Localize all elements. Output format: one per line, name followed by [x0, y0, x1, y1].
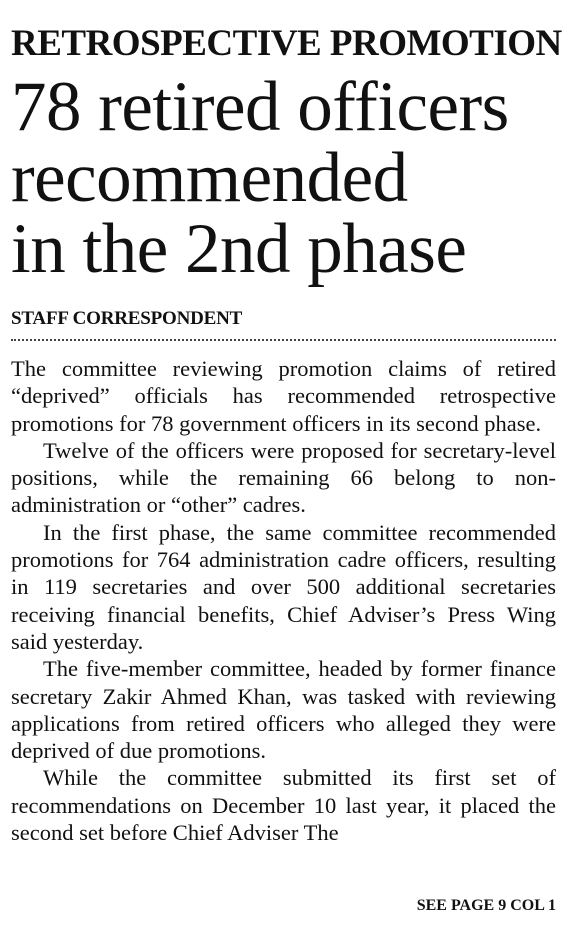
paragraph-3: In the first phase, the same committee recommended promotions for 764 administration cadre officers, resulting in 119 secretaries and over 500 additional secretaries receiving financial benefits, Chief Adviser’s Press Wing said yesterday. [11, 519, 556, 654]
dotted-divider [11, 339, 556, 341]
headline [11, 68, 556, 288]
continuation-link[interactable]: SEE PAGE 9 COL 1 [416, 897, 556, 914]
headline-line-2: recommended [11, 139, 408, 217]
headline-line-3: in the 2nd phase [11, 210, 467, 288]
paragraph-5: While the committee submitted its first set of recommendations on December 10 last year, it placed the second set before Chief Adviser The [11, 765, 556, 846]
kicker: RETROSPECTIVE PROMOTION [11, 23, 562, 64]
headline-line-1: 78 retired officers [11, 68, 509, 146]
paragraph-4: The five-member committee, headed by former finance secretary Zakir Ahmed Khan, was tasked with reviewing applications from retired officers who alleged they were deprived of due promotions. [11, 656, 556, 764]
paragraph-2: Twelve of the officers were proposed for secretary-level positions, while the remaining 66 belong to non-administration or “other” cadres. [11, 437, 556, 518]
news-article [11, 0, 562, 914]
article-body [11, 355, 556, 846]
paragraph-1: The committee reviewing promotion claims of retired “deprived” officials has recommended retrospective promotions for 78 government officers in its second phase. [11, 356, 556, 436]
byline: STAFF CORRESPONDENT [11, 308, 243, 329]
